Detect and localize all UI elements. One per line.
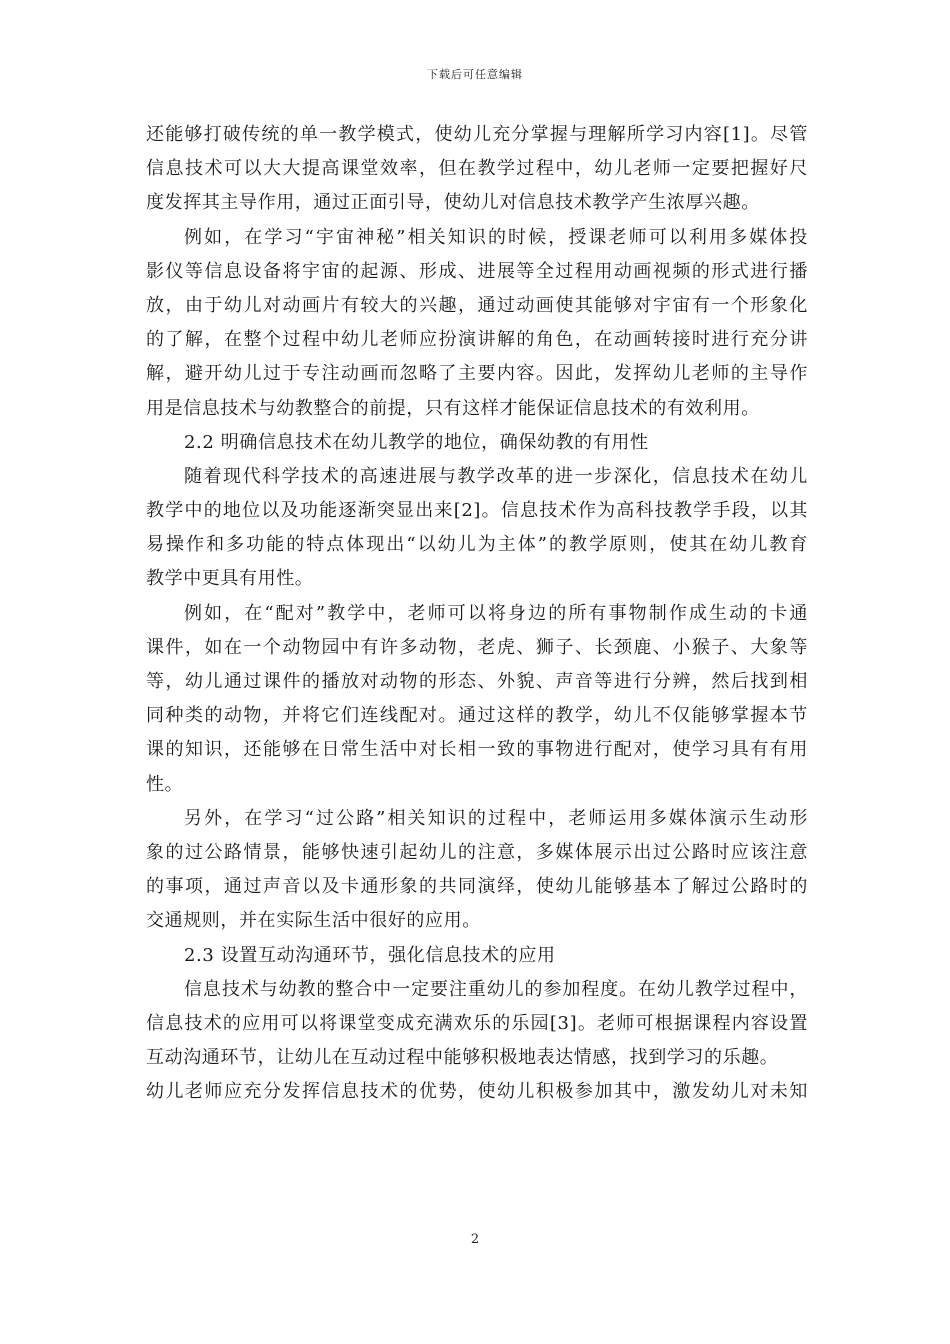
text-line: 另外，在学习“过公路”相关知识的过程中，老师运用多媒体演示生动形 (184, 807, 808, 829)
text-line: 信息技术与幼教的整合中一定要注重幼儿的参加程度。在幼儿教学过程中， (184, 978, 808, 1000)
text-line: 教学中更具有用性。 (146, 568, 314, 590)
page-header: 下载后可任意编辑 (427, 68, 523, 81)
text-line: 教学中的地位以及功能逐渐突显出来[2]。信息技术作为高科技教学手段，以其 (146, 500, 808, 522)
text-line: 影仪等信息设备将宇宙的起源、形成、进展等全过程用动画视频的形式进行播 (146, 260, 808, 282)
page-number: 2 (470, 1232, 480, 1247)
text-line: 信息技术的应用可以将课堂变成充满欢乐的乐园[3]。老师可根据课程内容设置 (146, 1012, 808, 1034)
text-line: 2.3 设置互动沟通环节，强化信息技术的应用 (184, 944, 556, 966)
document-body (146, 118, 808, 1109)
text-line: 信息技术可以大大提高课堂效率，但在教学过程中，幼儿老师一定要把握好尺 (146, 158, 808, 180)
text-line: 互动沟通环节，让幼儿在互动过程中能够积极地表达情感，找到学习的乐趣。 (146, 1047, 779, 1069)
text-line: 课的知识，还能够在日常生活中对长相一致的事物进行配对，使学习具有有用 (146, 739, 808, 761)
text-line: 解，避开幼儿过于专注动画而忽略了主要内容。因此，发挥幼儿老师的主导作 (146, 363, 808, 385)
text-line: 的了解，在整个过程中幼儿老师应扮演讲解的角色，在动画转接时进行充分讲 (146, 329, 808, 351)
text-line: 2.2 明确信息技术在幼儿教学的地位，确保幼教的有用性 (184, 431, 649, 453)
text-line: 随着现代科学技术的高速进展与教学改革的进一步深化，信息技术在幼儿 (184, 465, 808, 487)
text-line: 还能够打破传统的单一教学模式，使幼儿充分掌握与理解所学习内容[1]。尽管 (146, 124, 808, 145)
text-line: 幼儿老师应充分发挥信息技术的优势，使幼儿积极参加其中，激发幼儿对未知 (146, 1081, 808, 1103)
text-line: 的事项，通过声音以及卡通形象的共同演绎，使幼儿能够基本了解过公路时的 (146, 876, 808, 898)
text-line: 例如，在“配对”教学中，老师可以将身边的所有事物制作成生动的卡通 (184, 602, 808, 624)
text-line: 用是信息技术与幼教整合的前提，只有这样才能保证信息技术的有效利用。 (146, 397, 760, 419)
text-line: 等，幼儿通过课件的播放对动物的形态、外貌、声音等进行分辨，然后找到相 (146, 671, 808, 692)
text-line: 放，由于幼儿对动画片有较大的兴趣，通过动画使其能够对宇宙有一个形象化 (146, 294, 808, 316)
text-line: 性。 (146, 773, 184, 795)
text-line: 交通规则，并在实际生活中很好的应用。 (146, 910, 481, 932)
text-line: 同种类的动物，并将它们连线配对。通过这样的教学，幼儿不仅能够掌握本节 (146, 705, 808, 727)
text-line: 易操作和多功能的特点体现出“以幼儿为主体”的教学原则，使其在幼儿教育 (146, 534, 808, 556)
text-line: 象的过公路情景，能够快速引起幼儿的注意，多媒体展示出过公路时应该注意 (146, 841, 808, 863)
text-line: 课件，如在一个动物园中有许多动物，老虎、狮子、长颈鹿、小猴子、大象等 (146, 636, 808, 658)
text-line: 例如，在学习“宇宙神秘”相关知识的时候，授课老师可以利用多媒体投 (184, 226, 808, 248)
text-line: 度发挥其主导作用，通过正面引导，使幼儿对信息技术教学产生浓厚兴趣。 (146, 192, 760, 214)
